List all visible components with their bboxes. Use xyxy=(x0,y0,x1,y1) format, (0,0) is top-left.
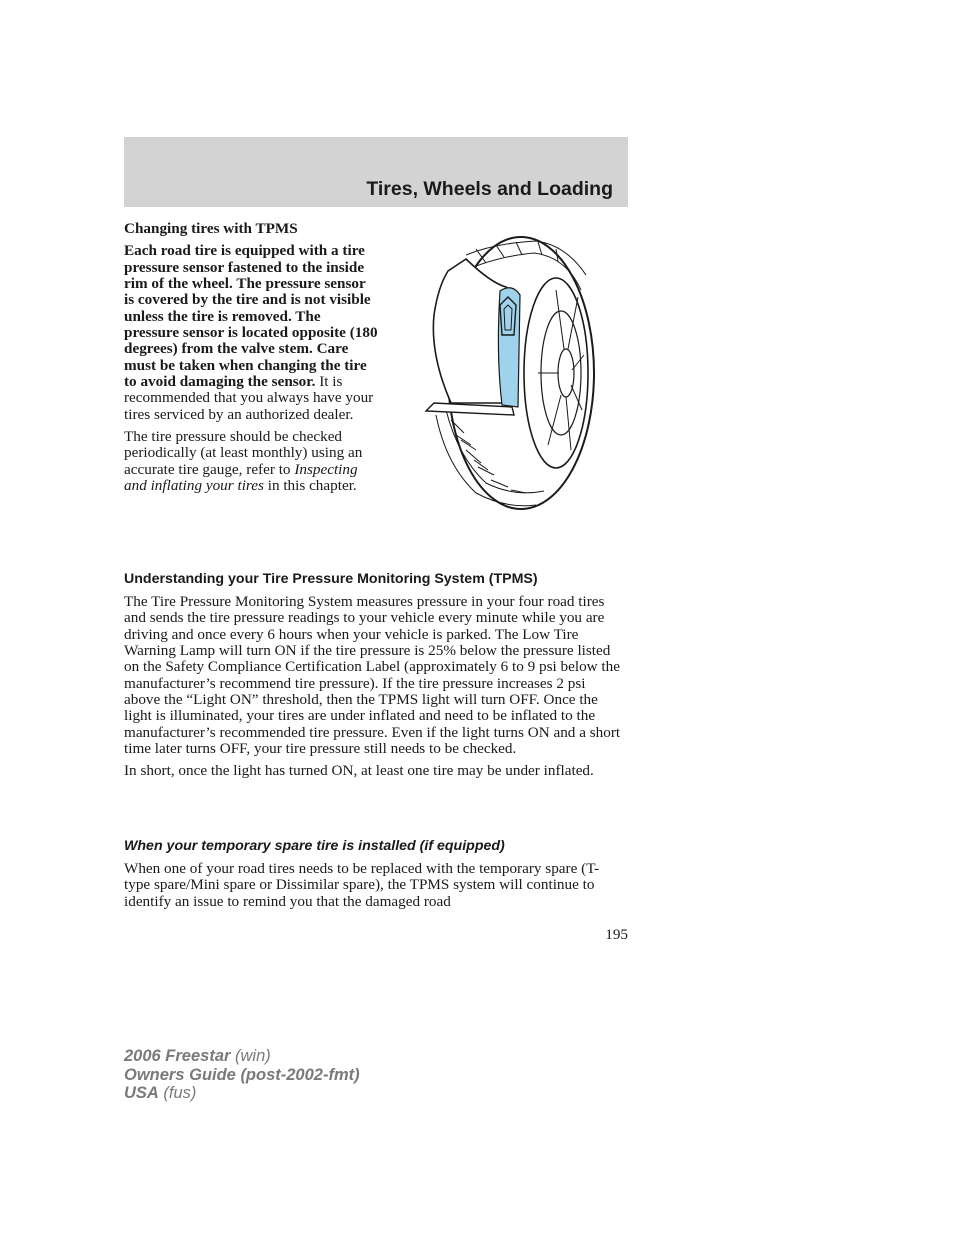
cross-reference-link: Inspecting and inflating your tires xyxy=(124,460,358,495)
footer-model: 2006 Freestar xyxy=(124,1047,231,1065)
subsection-heading: Changing tires with TPMS xyxy=(124,220,298,237)
sensor-paragraph xyxy=(124,243,379,423)
tpms-summary-paragraph: In short, once the light has turned ON, at least one tire may be under inflated. xyxy=(124,762,594,780)
tpms-understanding-section xyxy=(124,571,624,780)
spare-tire-section xyxy=(124,838,624,910)
footer-line-1 xyxy=(124,1047,360,1066)
section-heading-tpms: Understanding your Tire Pressure Monitoring System (TPMS) xyxy=(124,571,538,587)
section-heading-spare: When your temporary spare tire is installed (if equipped) xyxy=(124,838,505,854)
footer-market-code: (fus) xyxy=(158,1084,197,1102)
dealer-recommendation-text: It is recommended that you always have your tires serviced by an authorized dealer. xyxy=(124,373,374,423)
changing-tires-section xyxy=(124,221,379,495)
section-title: Tires, Wheels and Loading xyxy=(366,178,613,200)
document-footer xyxy=(124,1047,360,1103)
pressure-check-paragraph xyxy=(124,429,379,494)
sensor-warning-text: Each road tire is equipped with a tire pressure sensor fastened to the inside rim of the wheel. The pressure sensor is covered by the tire and is not visible unless the tire is removed. The pressure sensor is located opposite (180 degrees) from the valve stem. Care must be taken when changing the tire to avoid damaging the sensor. xyxy=(124,242,378,391)
tire-pressure-sensor-illustration xyxy=(416,235,596,515)
tpms-description-paragraph: The Tire Pressure Monitoring System measures pressure in your four road tires and sends the tire pressure readings to your vehicle every minute while you are driving and once every 6 hours when your vehicle is parked. The Low Tire Warning Lamp will turn ON if the tire pressure is 25% below the pressure listed on the Safety Compliance Certification Label (approximately 6 to 9 psi below the manufacturer’s recommend tire pressure). If the tire pressure increases 2 psi above the “Light ON” threshold, then the TPMS light will turn OFF. Once the light is illuminated, your tires are under inflated and need to be inflated to the manufacturer’s recommended tire pressure. Even if the light turns ON and a short time later turns OFF, your tire pressure still needs to be checked. xyxy=(124,593,621,758)
footer-guide: Owners Guide (post-2002-fmt) xyxy=(124,1065,360,1084)
pressure-check-end-text: in this chapter. xyxy=(263,477,357,495)
spare-tire-paragraph: When one of your road tires needs to be replaced with the temporary spare (T-type spare/Mini spare or Dissimilar spare), the TPMS system will continue to identify an issue to remind you that the damaged road xyxy=(124,860,600,910)
footer-market: USA xyxy=(124,1084,159,1102)
page-number: 195 xyxy=(605,926,628,943)
footer-line-3 xyxy=(124,1084,360,1103)
section-header-band xyxy=(124,137,628,207)
footer-model-code: (win) xyxy=(230,1047,271,1065)
footer-line-2 xyxy=(124,1066,360,1085)
pressure-check-text: The tire pressure should be checked periodically (at least monthly) using an accurate tire gauge, refer to xyxy=(124,428,363,478)
